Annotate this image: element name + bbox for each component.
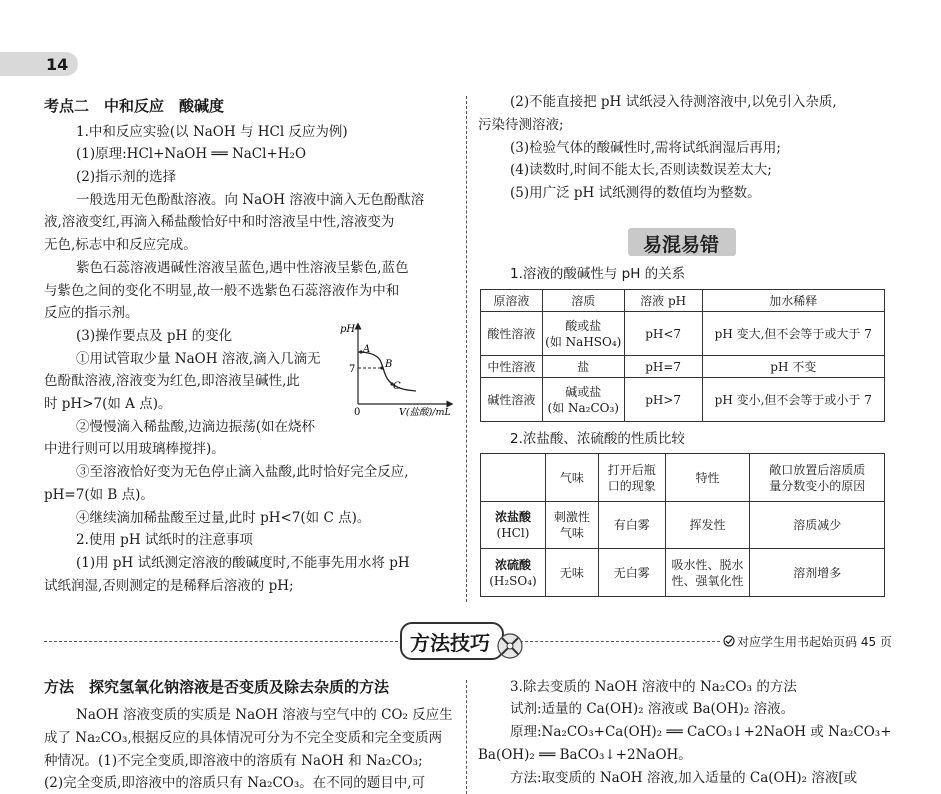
text-line: (4)读数时,时间不能太长,否则读数误差太大;: [510, 162, 772, 178]
text-line: 无色,标志中和反应完成。: [44, 237, 197, 253]
tick-7: 7: [349, 364, 356, 375]
text-line: 色酚酞溶液,溶液变为红色,即溶液呈碱性,此: [44, 373, 300, 389]
column-divider-bottom: [466, 680, 467, 794]
table-cell: pH<7: [624, 312, 702, 356]
text-line: 污染待测溶液;: [478, 117, 564, 133]
table-header-row: [481, 454, 885, 502]
text-line: (2)指示剂的选择: [76, 169, 177, 185]
table-row: [481, 312, 885, 356]
header-cell: 加水稀释: [702, 290, 884, 312]
text-line: 原理:Na₂CO₃+Ca(OH)₂ ══ CaCO₃↓+2NaOH 或 Na₂CO₃+: [510, 724, 892, 740]
text-line: 试剂:适量的 Ca(OH)₂ 溶液或 Ba(OH)₂ 溶液。: [510, 701, 795, 717]
table-acid-comparison: [480, 453, 885, 597]
x-axis-label: V(盐酸)/mL: [399, 407, 451, 418]
text-line: pH=7(如 B 点)。: [44, 487, 154, 503]
header-cell: [750, 454, 885, 502]
ph-curve: [358, 352, 416, 391]
table-cell: 溶质减少: [750, 502, 885, 549]
header-cell: [598, 454, 665, 502]
table-cell: pH 变小,但不会等于或小于 7: [702, 378, 884, 422]
header-cell: 特性: [665, 454, 750, 502]
text-line: (2)完全变质,即溶液中的溶质只有 Na₂CO₃。在不同的题目中,可: [44, 775, 426, 791]
method-title: 方法 探究氢氧化钠溶液是否变质及除去杂质的方法: [44, 678, 390, 696]
y-axis-label: pH: [340, 324, 356, 335]
header-cell: 溶质: [542, 290, 624, 312]
table-cell: pH>7: [624, 378, 702, 422]
header-cell: 溶液 pH: [624, 290, 702, 312]
text-line: 与紫色之间的变化不明显,故一般不选紫色石蕊溶液作为中和: [44, 283, 400, 299]
table-cell: 碱性溶液: [481, 378, 543, 422]
origin-label: 0: [354, 407, 361, 418]
cell-line: 气味: [559, 526, 584, 540]
text-line: (1)用 pH 试纸测定溶液的酸碱度时,不能事先用水将 pH: [76, 555, 410, 571]
tools-icon: [496, 630, 526, 662]
column-divider-top: [466, 96, 467, 602]
text-line: 液,溶液变红,再滴入稀盐酸恰好中和时溶液呈中性,溶液变为: [44, 214, 395, 230]
table-cell: 无味: [545, 549, 598, 597]
text-line: Ba(OH)₂ ══ BaCO₃↓+2NaOH。: [478, 747, 692, 763]
cell-line: (H₂SO₄): [489, 573, 537, 588]
table-ph-relation: [480, 289, 885, 422]
section-title: 考点二 中和反应 酸碱度: [44, 97, 225, 115]
text-line: (1)原理:HCl+NaOH ══ NaCl+H₂O: [76, 146, 307, 162]
page-number: 14: [46, 55, 69, 74]
cell-line: 吸水性、脱水: [671, 557, 744, 572]
separator-right: [520, 641, 720, 642]
table-row: [481, 356, 885, 378]
table1-title: 1.溶液的酸碱性与 pH 的关系: [510, 266, 686, 282]
text-line: ①用试管取少量 NaOH 溶液,滴入几滴无: [76, 351, 321, 367]
text-line: 3.除去变质的 NaOH 溶液中的 Na₂CO₃ 的方法: [510, 679, 797, 695]
text-line: 时 pH>7(如 A 点)。: [44, 396, 172, 412]
table-cell: [481, 502, 546, 549]
cell-line: 打开后瓶: [607, 462, 656, 477]
text-line: 紫色石蕊溶液遇碱性溶液呈蓝色,遇中性溶液呈紫色,蓝色: [76, 260, 409, 276]
table-cell: pH=7: [624, 356, 702, 378]
text-line: 方法:取变质的 NaOH 溶液,加入适量的 Ca(OH)₂ 溶液[或: [510, 770, 858, 786]
table-cell: [481, 549, 546, 597]
cell-line: 浓硫酸: [494, 557, 531, 572]
cell-line: 刺激性: [553, 510, 590, 524]
text-line: NaOH 溶液变质的实质是 NaOH 溶液与空气中的 CO₂ 反应生: [76, 707, 453, 723]
table-cell: 中性溶液: [481, 356, 543, 378]
banner-title: 易混易错: [643, 234, 720, 256]
table-cell: [542, 312, 624, 356]
header-cell: 气味: [545, 454, 598, 502]
table2-title: 2.浓盐酸、浓硫酸的性质比较: [510, 431, 685, 447]
text-line: 中进行则可以用玻璃棒搅拌)。: [44, 441, 225, 457]
text-line: 一般选用无色酚酞溶液。向 NaOH 溶液中滴入无色酚酞溶: [76, 192, 425, 208]
text-line: ④继续滴加稀盐酸至过量,此时 pH<7(如 C 点)。: [76, 510, 371, 526]
table-cell: 盐: [542, 356, 624, 378]
cell-line: 酸或盐: [565, 318, 602, 333]
tips-title: 方法技巧: [410, 631, 490, 655]
table-cell: pH 不变: [702, 356, 884, 378]
text-line: (2)不能直接把 pH 试纸浸入待测溶液中,以免引入杂质,: [510, 94, 837, 110]
text-line: ③至溶液恰好变为无色停止滴入盐酸,此时恰好完全反应,: [76, 464, 409, 480]
cell-line: 口的现象: [607, 478, 656, 493]
text-line: 种情况。(1)不完全变质,即溶液中的溶质有 NaOH 和 Na₂CO₃;: [44, 753, 423, 769]
cell-line: 碱或盐: [565, 384, 602, 399]
table-cell: 有白雾: [598, 502, 665, 549]
cell-line: 浓盐酸: [494, 510, 531, 524]
cell-line: 敞口放置后溶质质: [769, 462, 866, 477]
table-row: [481, 549, 885, 597]
table-cell: 挥发性: [665, 502, 750, 549]
table-cell: [542, 378, 624, 422]
cell-line: (HCl): [496, 526, 530, 540]
text-line: ②慢慢滴入稀盐酸,边滴边振荡(如在烧杯: [76, 419, 316, 435]
text-line: 成了 Na₂CO₃,根据反应的具体情况可分为不完全变质和完全变质两: [44, 730, 443, 746]
text-line: 1.中和反应实验(以 NaOH 与 HCl 反应为例): [76, 124, 348, 140]
cell-line: 量分数变小的原因: [769, 478, 866, 493]
point-c-label: C: [393, 381, 401, 392]
text-line: 试纸润湿,否则测定的是稀释后溶液的 pH;: [44, 578, 294, 594]
text-line: (3)操作要点及 pH 的变化: [76, 328, 233, 344]
text-line: (3)检验气体的酸碱性时,需将试纸润湿后再用;: [510, 140, 781, 156]
table-cell: pH 变大,但不会等于或大于 7: [702, 312, 884, 356]
text-line: 反应的指示剂。: [44, 305, 139, 321]
table-header-row: [481, 290, 885, 312]
separator-left: [44, 641, 398, 642]
page-reference-note: 对应学生用书起始页码 45 页: [737, 635, 892, 649]
cell-line: 性、强氧化性: [671, 573, 744, 588]
header-cell: [481, 454, 546, 502]
table-cell: 无白雾: [598, 549, 665, 597]
check-icon: [723, 635, 735, 647]
point-a-label: A: [363, 344, 371, 355]
point-b-label: B: [385, 359, 393, 370]
ph-curve-graph: [330, 318, 455, 418]
header-cell: 原溶液: [481, 290, 543, 312]
text-line: (5)用广泛 pH 试纸测得的数值均为整数。: [510, 185, 761, 201]
text-line: 2.使用 pH 试纸时的注意事项: [76, 532, 253, 548]
table-row: [481, 502, 885, 549]
table-cell: 酸性溶液: [481, 312, 543, 356]
table-row: [481, 378, 885, 422]
table-cell: [545, 502, 598, 549]
cell-line: (如 Na₂CO₃): [547, 400, 619, 415]
table-cell: [665, 549, 750, 597]
point-b-marker: [380, 366, 383, 369]
table-cell: 溶剂增多: [750, 549, 885, 597]
cell-line: (如 NaHSO₄): [545, 334, 622, 349]
